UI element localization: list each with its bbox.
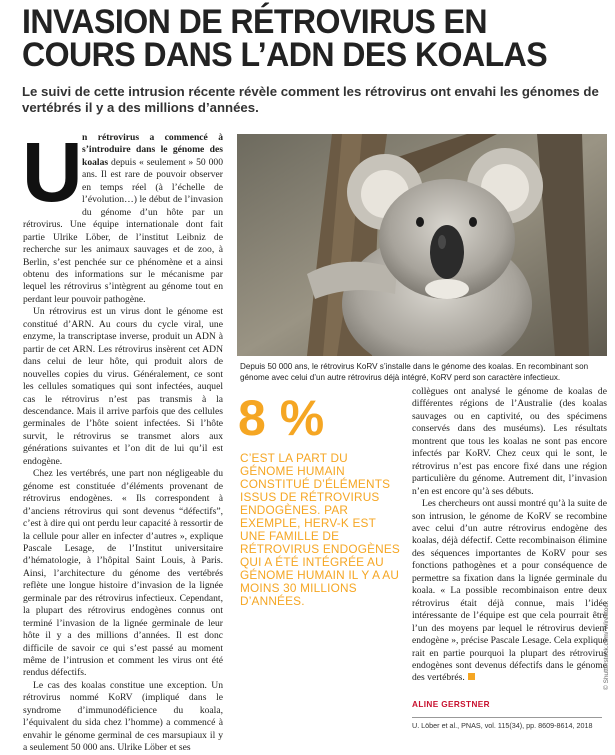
paragraph-5: collègues ont analysé le génome de koalas de différentes régions de l’Australie (des koalas sauvages ou en captivité, ou des spécimens conservés dans des muséums). Les résultats montrent que tous les koalas ne sont pas encore infectés par KoRV. Chez ceux qui le sont, le rétrovirus n’est pas encore fixé dans une région particulière du génome. Autrement dit, l’invasion n’en est encore qu’à ses débuts. xyxy=(412,386,607,497)
pullquote-text: C’EST LA PART DU GÉNOME HUMAIN CONSTITUÉ D’ÉLÉMENTS ISSUS DE RÉTROVIRUS ENDOGÈNES. PAR EXEMPLE, HERV-K EST UNE FAMILLE DE RÉTROVIRUS ENDOGÈNES QUI A ÉTÉ INTÉGRÉE AU GÉNOME HUMAIN IL Y A AU MOINS 30 MILLIONS D’ANNÉES. xyxy=(240,451,401,608)
article-standfirst: Le suivi de cette intrusion récente révèle comment les rétrovirus ont envahi les génomes de vertébrés il y a des millions d’années. xyxy=(22,84,599,115)
paragraph-4: Le cas des koalas constitue une exception. Un rétrovirus nommé KoRV (impliqué dans le syndrome d’immunodéficience du koala, l’équivalent du sida chez l’homme) a commencé à envahir le génome germinal de ces marsupiaux il y a seulement 50 000 ans. Ulrike Löber et ses xyxy=(23,679,223,754)
article-title: INVASION DE RÉTROVIRUS EN COURS DANS L’ADN DES KOALAS xyxy=(22,3,548,74)
paragraph-3: Chez les vertébrés, une part non négligeable du génome est constituée d’éléments provenant de rétrovirus endogènes. « Ils correspondent à d’anciens rétrovirus qui sont devenus “défectifs”, c’est à dire qui ont perdu leur capacité à ressortir de la cellule pour aller en infecter d’autres », explique Pascale Lesage, de l’Institut universitaire d’hématologie, à l’hôpital Saint Louis, à Paris. Ainsi, l’architecture du génome des vertébrés reflète une longue histoire d’invasion de la lignée germinale par des rétrovirus infectieux. Cependant, la plupart des rétrovirus endogènes connus ont terminé l’invasion de la lignée germinale de leur hôte il y a des millions d’années. Il est donc difficile de savoir ce qui s’est passé au moment même de l’intrusion et comment les virus ont été rendus défectifs. xyxy=(23,468,223,679)
paragraph-1-text: depuis « seulement » 50 000 ans. Il est rare de pouvoir observer en temps réel (à l’échelle de l’évolution…) le début de l’invasion du génome d’un hôte par un rétrovirus. Une équipe internationale dont fait partie Ulrike Löber, de l’institut Leibniz de recherche sur les animaux sauvages et de zoo, à Berlin, s’est penchée sur ce phénomène et a ainsi obtenu des informations sur le mécanisme par lequel les rétrovirus s’intègrent au génome tout en perdant leur pouvoir pathogène. xyxy=(23,156,223,305)
photo-credit: © Shutterstock.com/ Wirestock xyxy=(603,601,610,690)
photo-caption: Depuis 50 000 ans, le rétrovirus KoRV s’installe dans le génome des koalas. En recombinant son génome avec celui d’un autre rétrovirus déjà intégré, KoRV perd son caractère infectieux. xyxy=(240,362,589,382)
lead-in: n rétrovirus a commencé à s’introduire dans le génome des koalas xyxy=(82,132,223,168)
paragraph-6-text: Les chercheurs ont aussi montré qu’à la suite de son intrusion, le génome de KoRV se recombine avec celui d’un autre rétrovirus endogène des koalas, déjà défectif. Cette recombinaison élimine des séquences importantes de KoRV pour ses fonctions pathogènes et a pour conséquence de permettre sa fixation dans la lignée germinale du koala. « La possible recombinaison entre deux rétrovirus était déjà connue, mais l’idée intéressante de l’équipe est que cela pourrait être l’un des moyens par lequel le rétrovirus devient endogène », précise Pascale Lesage. Cela explique rait en partie pourquoi la plupart des rétrovirus endogènes sont devenus défectifs dans le génome des vertébrés. xyxy=(412,498,607,684)
paragraph-6 xyxy=(412,498,607,685)
author-signature: ALINE GERSTNER xyxy=(412,700,490,709)
reference-citation: U. Löber et al., PNAS, vol. 115(34), pp. 8609-8614, 2018 xyxy=(412,721,593,730)
paragraph-2: Un rétrovirus est un virus dont le génome est constitué d’ARN. Au cours du cycle viral, une enzyme, la transcriptase inverse, produit un ADN à partir de cet ARN. Les rétrovirus insèrent cet ADN dans celui de leur hôte, qui produit alors de nouvelles copies du virus. Généralement, ce sont les cellules somatiques qui sont infectées, auquel cas le rétrovirus n’est pas transmis à la descendance. Mais il arrive parfois que des cellules germinales de l’hôte soient infectées. Si l’hôte survit, le rétrovirus se transmet alors aux générations suivantes et l’on dit de lui qu’il est endogène. xyxy=(23,306,223,467)
pullquote-number: 8 % xyxy=(238,390,325,446)
article-column-right xyxy=(412,386,607,685)
reference-divider xyxy=(412,717,602,718)
article-column-left xyxy=(22,125,223,755)
end-mark-icon xyxy=(468,673,475,680)
koala-photo xyxy=(237,134,607,356)
drop-cap: U xyxy=(22,125,83,219)
